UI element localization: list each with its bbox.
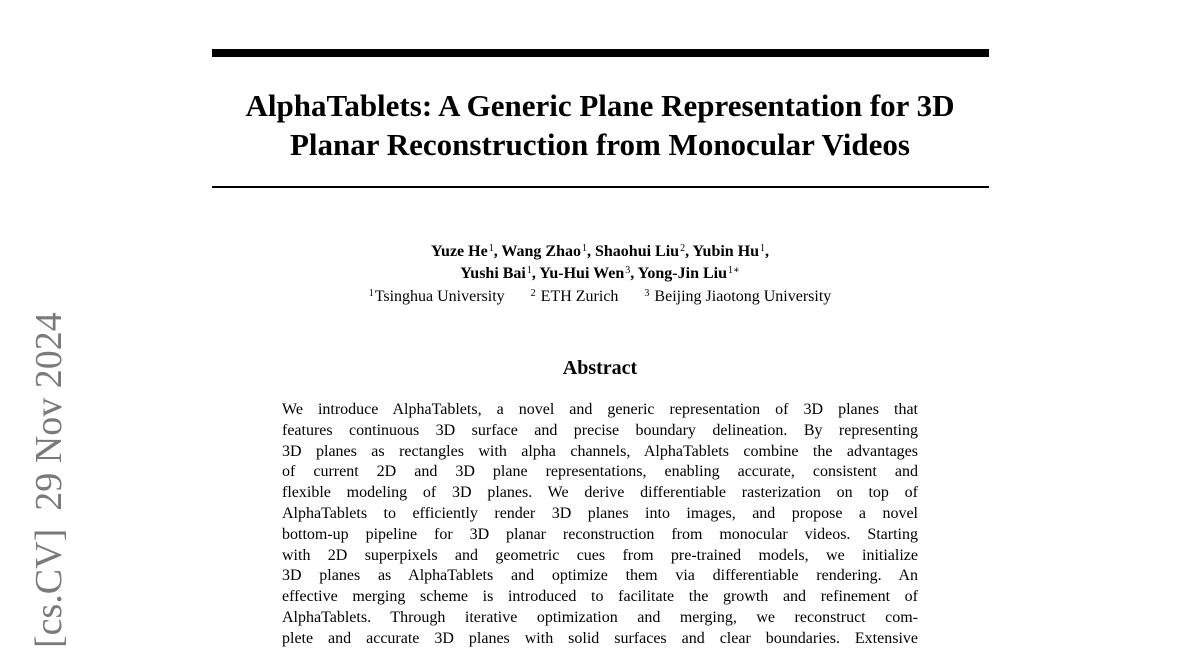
- affiliation: $^3$ Beijing Jiaotong University: [644, 288, 832, 305]
- abstract-line: AlphaTablets. Through iterative optimization and merging, we reconstruct com-: [282, 608, 918, 626]
- affiliation-list: [200, 286, 1000, 308]
- top-rule: [212, 49, 989, 57]
- arxiv-date: 29 Nov 2024: [28, 312, 70, 511]
- author: Yubin Hu$^1$: [692, 243, 766, 260]
- abstract-line: plete and accurate 3D planes with solid surfaces and clear boundaries. Extensive: [282, 629, 918, 647]
- abstract-heading: Abstract: [562, 357, 638, 379]
- abstract-line: flexible modeling of 3D planes. We derive differentiable rasterization on top of: [282, 484, 918, 502]
- abstract-line: We introduce AlphaTablets, a novel and generic representation of 3D planes that: [282, 401, 918, 418]
- author: Wang Zhao$^1$: [501, 243, 587, 260]
- abstract-line: effective merging scheme is introduced to facilitate the growth and refinement of: [282, 588, 918, 606]
- author: Yuze He$^1$: [430, 243, 494, 260]
- abstract-line: 3D planes as rectangles with alpha channels, AlphaTablets combine the advantages: [282, 442, 918, 460]
- abstract-line: of current 2D and 3D plane representations, enabling accurate, consistent and: [282, 463, 918, 481]
- arxiv-identifier-stamp: [30, 312, 68, 648]
- abstract-line: 3D planes as AlphaTablets and optimize them via differentiable rendering. An: [282, 567, 918, 585]
- abstract-line: features continuous 3D surface and precise boundary delineation. By representing: [282, 421, 918, 439]
- affiliation: $^1$Tsinghua University: [368, 288, 505, 305]
- abstract-line: bottom-up pipeline for 3D planar reconstruction from monocular videos. Starting: [282, 525, 918, 543]
- affiliation: $^2$ ETH Zurich: [530, 288, 619, 305]
- abstract-body: [282, 400, 918, 650]
- author: Yushi Bai$^1$: [460, 265, 532, 282]
- title-rule: [212, 186, 989, 188]
- author-list: Yuze He$^1$, Wang Zhao$^1$, Shaohui Liu$^2$, Yubin Hu$^1$, Yushi Bai$^1$, Yu-Hui Wen$^3$, Yong-Jin Liu$^{1∗}$: [430, 243, 770, 282]
- author: Shaohui Liu$^2$: [595, 243, 686, 260]
- arxiv-category: [cs.CV]: [28, 528, 70, 648]
- abstract-line: AlphaTablets to efficiently render 3D planes into images, and propose a novel: [282, 504, 918, 522]
- abstract-line: with 2D superpixels and geometric cues from pre-trained models, we initialize: [282, 546, 918, 564]
- title-line-2: Planar Reconstruction from Monocular Videos: [290, 127, 910, 162]
- author: Yong-Jin Liu$^{1∗}$: [637, 265, 740, 282]
- title-line-1: AlphaTablets: A Generic Plane Representation for 3D: [245, 88, 955, 123]
- author: Yu-Hui Wen$^3$: [539, 265, 631, 282]
- paper-title: [150, 86, 1050, 164]
